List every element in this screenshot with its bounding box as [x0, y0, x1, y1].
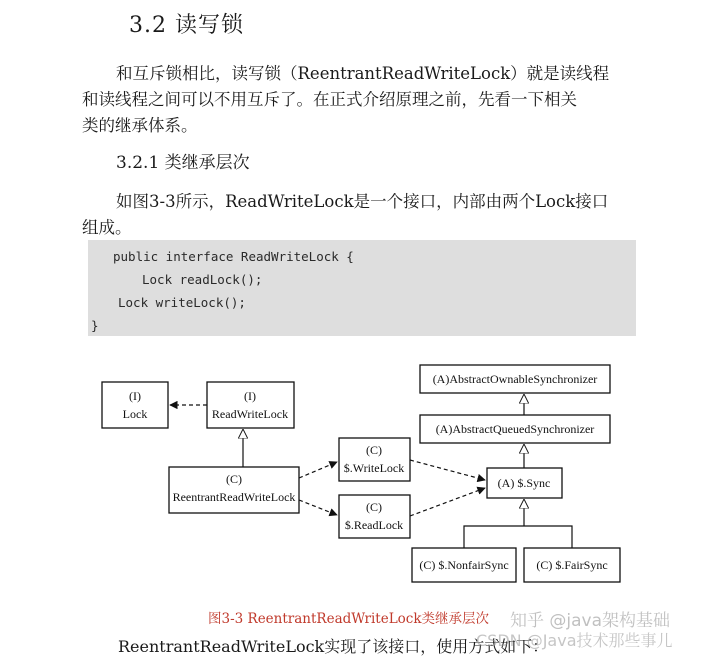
code-block — [88, 240, 636, 336]
writelock-class-box — [339, 438, 410, 481]
aos-box — [420, 365, 610, 393]
intro-line-3: 类的继承体系。 — [82, 116, 198, 135]
subclass-connector — [464, 526, 572, 548]
subsection-heading: 3.2.1 类继承层次 — [116, 153, 250, 173]
zhihu-watermark: 知乎 @java架构基础 — [510, 611, 671, 631]
readlock-name: $.ReadLock — [344, 518, 404, 532]
intro-paragraph — [82, 61, 642, 139]
reentrant-class-box — [169, 467, 299, 513]
reentrant-to-readlock-arrow — [299, 500, 337, 515]
intro-line-2: 和读线程之间可以不用互斥了。在正式介绍原理之前，先看一下相关 — [82, 90, 577, 109]
reentrant-kind: (C) — [226, 472, 242, 486]
readlock-class-box — [339, 495, 410, 538]
reentrant-to-writelock-arrow — [299, 462, 337, 478]
aos-label: (A)AbstractOwnableSynchronizer — [432, 372, 598, 386]
aqs-label: (A)AbstractQueuedSynchronizer — [435, 422, 595, 436]
class-hierarchy-diagram — [0, 350, 720, 600]
lock-interface-box — [102, 382, 168, 428]
writelock-name: $.WriteLock — [343, 461, 405, 475]
writelock-to-sync-arrow — [410, 460, 485, 480]
para2-line-2: 组成。 — [82, 218, 132, 237]
intro-line-1: 和互斥锁相比，读写锁（ReentrantReadWriteLock）就是读线程 — [116, 64, 610, 83]
aqs-box — [420, 415, 610, 443]
readwritelock-interface-box — [207, 382, 294, 428]
readlock-kind: (C) — [366, 500, 382, 514]
class-hierarchy-paragraph — [82, 189, 642, 241]
fairsync-label: (C) $.FairSync — [536, 558, 608, 572]
lock-name: Lock — [122, 407, 148, 421]
code-line-4: } — [91, 318, 99, 333]
readwritelock-name: ReadWriteLock — [211, 407, 289, 421]
readwritelock-kind: (I) — [244, 389, 256, 403]
sync-box — [487, 468, 562, 498]
code-line-2: Lock readLock(); — [142, 272, 263, 287]
nonfairsync-box — [412, 548, 516, 582]
readlock-to-sync-arrow — [410, 488, 485, 516]
lock-kind: (I) — [129, 389, 141, 403]
nonfairsync-label: (C) $.NonfairSync — [419, 558, 509, 572]
sync-label: (A) $.Sync — [497, 476, 551, 490]
code-line-1: public interface ReadWriteLock { — [113, 249, 354, 264]
section-heading: 3.2 读写锁 — [129, 13, 244, 38]
para2-line-1: 如图3-3所示，ReadWriteLock是一个接口，内部由两个Lock接口 — [116, 192, 609, 211]
reentrant-name: ReentrantReadWriteLock — [172, 490, 296, 504]
fairsync-box — [524, 548, 620, 582]
usage-text: ReentrantReadWriteLock实现了该接口，使用方式如下： — [118, 637, 549, 656]
figure-caption: 图3-3 ReentrantReadWriteLock类继承层次 — [208, 611, 490, 627]
writelock-kind: (C) — [366, 443, 382, 457]
csdn-watermark: CSDN @Java技术那些事儿 — [476, 631, 673, 650]
code-line-3: Lock writeLock(); — [118, 295, 246, 310]
